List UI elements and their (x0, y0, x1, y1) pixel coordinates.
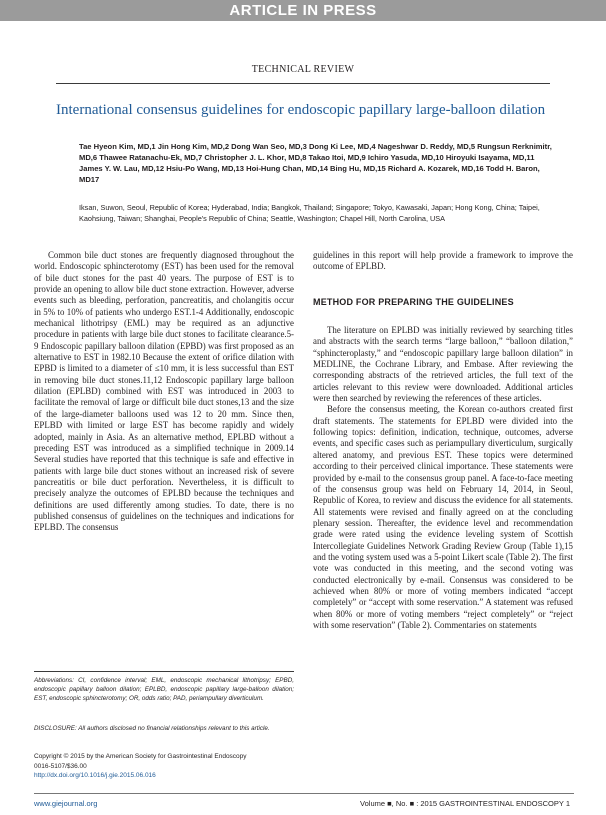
doi-link[interactable]: http://dx.doi.org/10.1016/j.gie.2015.06.016 (34, 772, 156, 779)
section-heading-method: METHOD FOR PREPARING THE GUIDELINES (313, 296, 514, 307)
header-rule (56, 83, 550, 84)
intro-continuation: guidelines in this report will help provide a framework to improve the outcome of EPLBD. (313, 250, 573, 272)
volume-and-page: Volume ■, No. ■ : 2015 GASTROINTESTINAL ENDOSCOPY 1 (360, 799, 570, 808)
copyright-line: Copyright © 2015 by the American Society for Gastrointestinal Endoscopy (34, 753, 247, 760)
method-paragraph-2: Before the consensus meeting, the Korean co-authors created first draft statements. The statements for EPLBD were divided into the following topics: definition, indication, technique, outcomes, adverse events, and specific cases such as periampullary diverticulum, surgically altered anatomy, and previous EST. These topics were determined according to their perceived clinical importance. These statements were provided by e-mail to the consensus group panel. A face-to-face meeting of the consensus group was held on February 14, 2014, in Seoul, Republic of Korea, to review and discuss the evidence for all statements. All statements were revised and finally agreed on at the concluding plenary session. Thereafter, the evidence level and recommendation grade were rated using the evidence leveling system of Scottish Intercollegiate Guidelines Network Grading Review Group (Table 1),15 and the voting system used was a 5-point Likert scale (Table 2). The first vote was conducted in this meeting, and the second voting was conducted electronically by e-mail. Consensus was considered to be achieved when 80% or more of voting members indicated “accept completely” or “accept with some reservation.” A statement was refused when 80% or more of voting members “reject completely” or “reject with some reservation” (Table 2). Commentaries on statements (313, 404, 573, 630)
copyright-block (34, 752, 294, 781)
affiliations: Iksan, Suwon, Seoul, Republic of Korea; Hyderabad, India; Bangkok, Thailand; Singapore; Tokyo, Kawasaki, Japan; Hong Kong, China; Taipei, Kaohsiung, Taiwan; Shanghai, People's Republic of China; Seattle, Washington; Chapel Hill, North Carolina, USA (79, 203, 540, 223)
disclosure-note: DISCLOSURE: All authors disclosed no financial relationships relevant to this article. (34, 725, 270, 732)
footer-rule (34, 793, 574, 794)
abbreviations-note: Abbreviations: CI, confidence interval; EML, endoscopic mechanical lithotripsy; EPBD, endoscopic papillary balloon dilation; EPLBD, endoscopic papillary large-balloon dilation; EST, endoscopic sphincterotomy; OR, odds ratio; PAD, periampullary diverticulum. (34, 677, 294, 702)
left-column (34, 250, 294, 534)
issn-line: 0016-5107/$36.00 (34, 762, 87, 770)
article-title: International consensus guidelines for endoscopic papillary large-balloon dilation (56, 102, 546, 118)
author-list: Tae Hyeon Kim, MD,1 Jin Hong Kim, MD,2 Dong Wan Seo, MD,3 Dong Ki Lee, MD,4 Nageshwar D. Reddy, MD,5 Rungsun Rerknimitr, MD,6 Thawee Ratanachu-Ek, MD,7 Christopher J. L. Khor, MD,8 Takao Itoi, MD,9 Ichiro Yasuda, MD,10 Hiroyuki Isayama, MD,11 James Y. W. Lau, MD,12 Hsiu-Po Wang, MD,13 Hoi-Hung Chan, MD,14 Bing Hu, MD,15 Richard A. Kozarek, MD,16 Todd H. Baron, MD17 (79, 142, 552, 184)
section-label: TECHNICAL REVIEW (251, 64, 355, 75)
journal-website-link[interactable]: www.giejournal.org (34, 799, 98, 808)
method-paragraph-1: The literature on EPLBD was initially reviewed by searching titles and abstracts with the search terms “large balloon,” “balloon dilation,” “sphincteroplasty,” and “endoscopic papillary large balloon dilation” in MEDLINE, the Cochrane Library, and Embase. After reviewing the corresponding abstracts of the retrieved articles, the full text of the articles relevant to this review were downloaded. Additional articles were then searched by reviewing the references of these articles. (313, 325, 573, 404)
article-in-press-banner: ARTICLE IN PRESS (0, 0, 606, 21)
intro-paragraph: Common bile duct stones are frequently diagnosed throughout the world. Endoscopic sphincterotomy (EST) has been used for the removal of bile duct stones for the past 40 years. The purpose of EST is to provide an opening to allow bile duct stone extraction. However, adverse events such as bleeding, perforation, pancreatitis, and cholangitis occur in 5% to 10% of patients who undergo EST.1-4 Additionally, endoscopic mechanical lithotripsy (EML) may be required as an adjunctive procedure in patients with large bile duct stones to facilitate clearance.5-9 Endoscopic papillary balloon dilation (EPBD) was first proposed as an alternative to EST in 1982.10 Because the extent of orifice dilation with EPBD is limited to a diameter of ≤10 mm, it is less successful than EST in removing bile duct stones.11,12 Endoscopic papillary large balloon dilation (EPLBD) combined with EST was introduced in 2003 to facilitate the removal of large or difficult bile duct stones,13 and the size of the large-diameter balloons used was 12 to 20 mm. Since then, EPLBD with limited or large EST has become rapidly and widely adopted, mainly in Asia. As an alternative method, EPLBD without a preceding EST was introduced as a simplified technique in 2009.14 Several studies have reported that this technique is safe and effective in patients with large bile duct stones without an increased risk of severe pancreatitis or bile duct perforation. Nevertheless, it is difficult to precisely analyze the outcomes of EPLBD because the techniques and definitions are used differently among studies. To date, there is no published consensus of guidelines on the techniques and indications for EPLBD. The consensus (34, 250, 294, 533)
footnote-rule (34, 671, 294, 672)
right-column (313, 250, 573, 631)
